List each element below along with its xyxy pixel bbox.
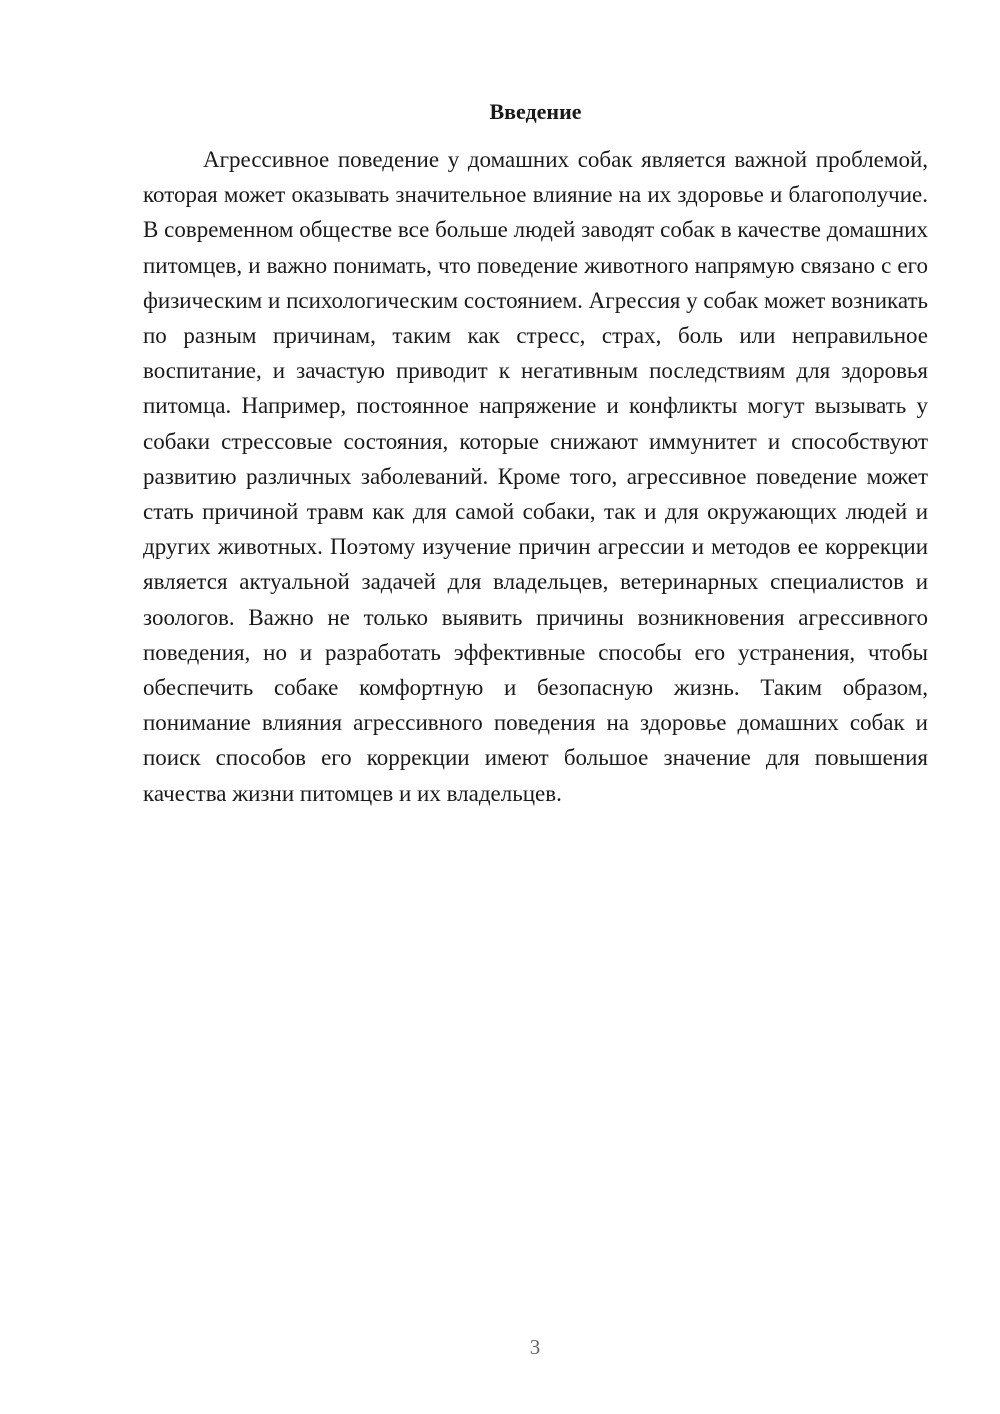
introduction-paragraph: Агрессивное поведение у домашних собак является важной проблемой, которая может оказывать значительное влияние на их здоровье и благополучие. В современном обществе все больше людей заводят собак в качестве домашних питомцев, и важно понимать, что поведение животного напрямую связано с его физическим и психологическим состоянием. Агрессия у собак может возникать по разным причинам, таким как стресс, страх, боль или неправильное воспитание, и зачастую приводит к негативным последствиям для здоровья питомца. Например, постоянное напряжение и конфликты могут вызывать у собаки стрессовые состояния, которые снижают иммунитет и способствуют развитию различных заболеваний. Кроме того, агрессивное поведение может стать причиной травм как для самой собаки, так и для окружающих людей и других животных. Поэтому изучение причин агрессии и методов ее коррекции является актуальной задачей для владельцев, ветеринарных специалистов и зоологов. Важно не только выявить причины возникновения агрессивного поведения, но и разработать эффективные способы его устранения, чтобы обеспечить собаке комфортную и безопасную жизнь. Таким образом, понимание влияния агрессивного поведения на здоровье домашних собак и поиск способов его коррекции имеют большое значение для повышения качества жизни питомцев и их владельцев.: [143, 147, 928, 806]
page-title: Введение: [489, 99, 582, 124]
page-number: 3: [529, 1335, 541, 1359]
